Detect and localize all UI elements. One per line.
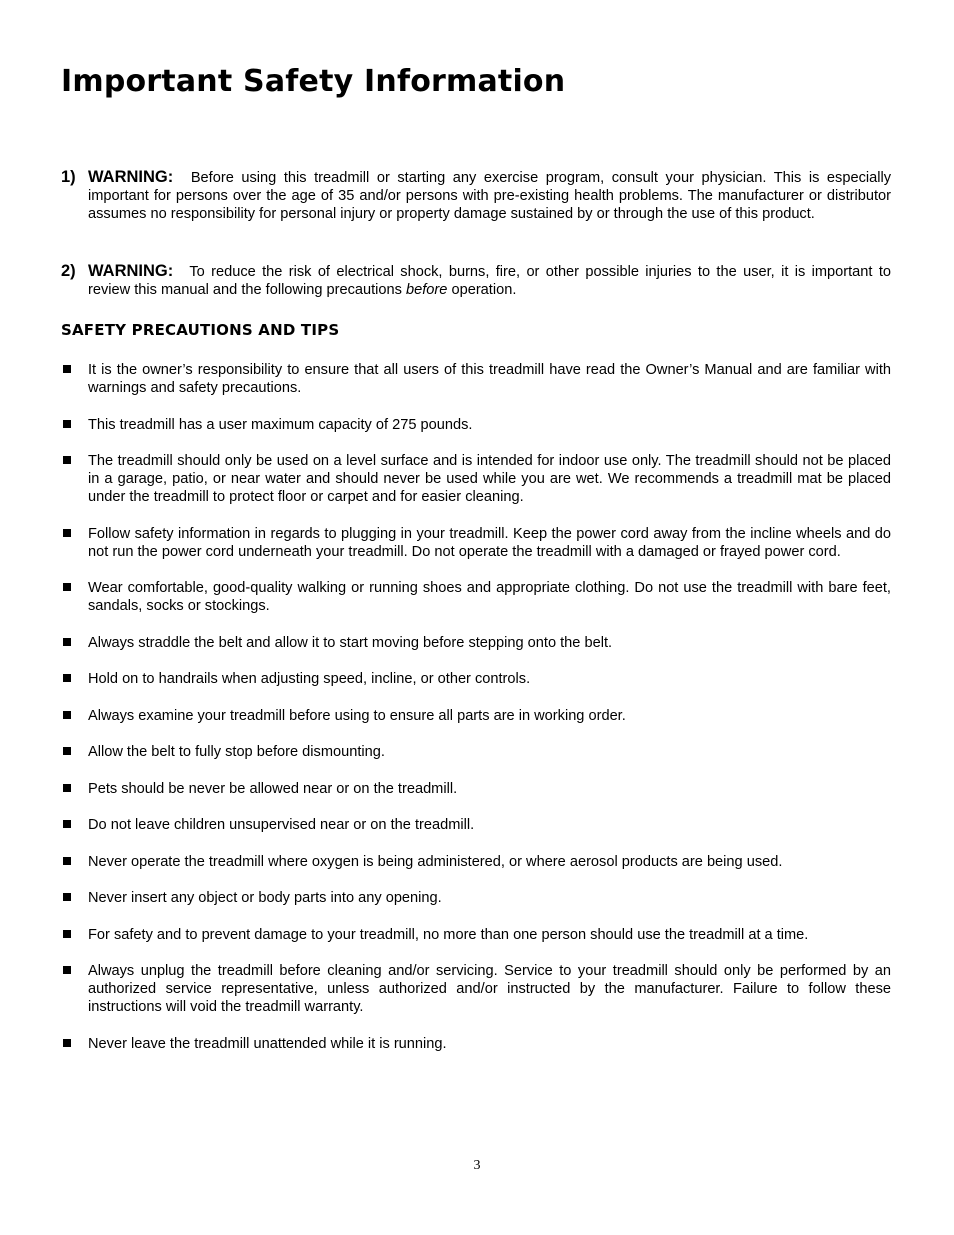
warning-number: 2) [61, 262, 76, 280]
square-bullet-icon [63, 820, 71, 828]
list-item [61, 707, 891, 725]
warning-text: To reduce the risk of electrical shock, burns, fire, or other possible injuries to the user, it is important to review this manual and the following precautions [88, 264, 891, 298]
list-item [61, 452, 891, 506]
warning-body [88, 262, 891, 299]
list-item [61, 780, 891, 798]
square-bullet-icon [63, 711, 71, 719]
square-bullet-icon [63, 529, 71, 537]
tip-text: This treadmill has a user maximum capacity of 275 pounds. [88, 416, 473, 433]
tip-text: For safety and to prevent damage to your treadmill, no more than one person should use the treadmill at a time. [88, 926, 809, 943]
tip-text: Never operate the treadmill where oxygen is being administered, or where aerosol products are being used. [88, 853, 783, 870]
square-bullet-icon [63, 1039, 71, 1047]
warning-number: 1) [61, 168, 76, 186]
square-bullet-icon [63, 674, 71, 682]
square-bullet-icon [63, 784, 71, 792]
list-item [61, 670, 891, 688]
warning-2 [61, 262, 891, 299]
square-bullet-icon [63, 456, 71, 464]
square-bullet-icon [63, 893, 71, 901]
list-item [61, 525, 891, 561]
square-bullet-icon [63, 747, 71, 755]
list-item [61, 1035, 891, 1053]
list-item [61, 926, 891, 944]
page-title: Important Safety Information [61, 64, 566, 99]
list-item [61, 853, 891, 871]
square-bullet-icon [63, 420, 71, 428]
square-bullet-icon [63, 365, 71, 373]
warning-1 [61, 168, 891, 223]
safety-tips-list [61, 361, 891, 1071]
tip-text: Wear comfortable, good-quality walking or running shoes and appropriate clothing. Do not use the treadmill with bare feet, sandals, socks or stockings. [88, 580, 891, 614]
tip-text: Pets should be never be allowed near or on the treadmill. [88, 780, 458, 797]
tip-text: Never leave the treadmill unattended while it is running. [88, 1035, 447, 1052]
list-item [61, 634, 891, 652]
tip-text: It is the owner’s responsibility to ensure that all users of this treadmill have read the Owner’s Manual and are familiar with warnings and safety precautions. [88, 362, 891, 396]
tip-text: Hold on to handrails when adjusting speed, incline, or other controls. [88, 671, 531, 687]
list-item [61, 579, 891, 615]
list-item [61, 743, 891, 761]
warning-body [88, 168, 891, 223]
tip-text: Never insert any object or body parts into any opening. [88, 890, 442, 906]
square-bullet-icon [63, 583, 71, 591]
page-number: 3 [473, 1158, 481, 1173]
list-item [61, 962, 891, 1016]
list-item [61, 889, 891, 907]
tip-text: The treadmill should only be used on a level surface and is intended for indoor use only. The treadmill should not be placed in a garage, patio, or near water and should never be used while you are wet. We recommends a treadmill mat be placed under the treadmill to protect floor or carpet and for easier cleaning. [88, 453, 891, 505]
tip-text: Always straddle the belt and allow it to start moving before stepping onto the belt. [88, 634, 613, 651]
section-heading: SAFETY PRECAUTIONS AND TIPS [61, 321, 340, 339]
tip-text: Allow the belt to fully stop before dismounting. [88, 744, 385, 760]
tip-text: Follow safety information in regards to plugging in your treadmill. Keep the power cord away from the incline wheels and do not run the power cord underneath your treadmill. Do not operate the treadmill with a damaged or frayed power cord. [88, 525, 891, 560]
warning-emphasis: before [406, 282, 448, 298]
warning-text-end: operation. [451, 282, 517, 298]
warning-label: WARNING: [88, 262, 174, 280]
square-bullet-icon [63, 857, 71, 865]
square-bullet-icon [63, 638, 71, 646]
list-item [61, 416, 891, 434]
square-bullet-icon [63, 966, 71, 974]
tip-text: Always unplug the treadmill before cleaning and/or servicing. Service to your treadmill should only be performed by an authorized service representative, unless authorized and/or instructed by the manufacturer. Failure to follow these instructions will void the treadmill warranty. [88, 963, 891, 1015]
tip-text: Always examine your treadmill before using to ensure all parts are in working order. [88, 707, 626, 724]
square-bullet-icon [63, 930, 71, 938]
list-item [61, 361, 891, 397]
warning-label: WARNING: [88, 168, 174, 186]
warning-text: Before using this treadmill or starting any exercise program, consult your physician. This is especially important for persons over the age of 35 and/or persons with pre-existing health problems. The manufacturer or distributor assumes no responsibility for personal injury or property damage sustained by or through the use of this product. [88, 170, 892, 222]
list-item [61, 816, 891, 834]
tip-text: Do not leave children unsupervised near or on the treadmill. [88, 817, 475, 833]
